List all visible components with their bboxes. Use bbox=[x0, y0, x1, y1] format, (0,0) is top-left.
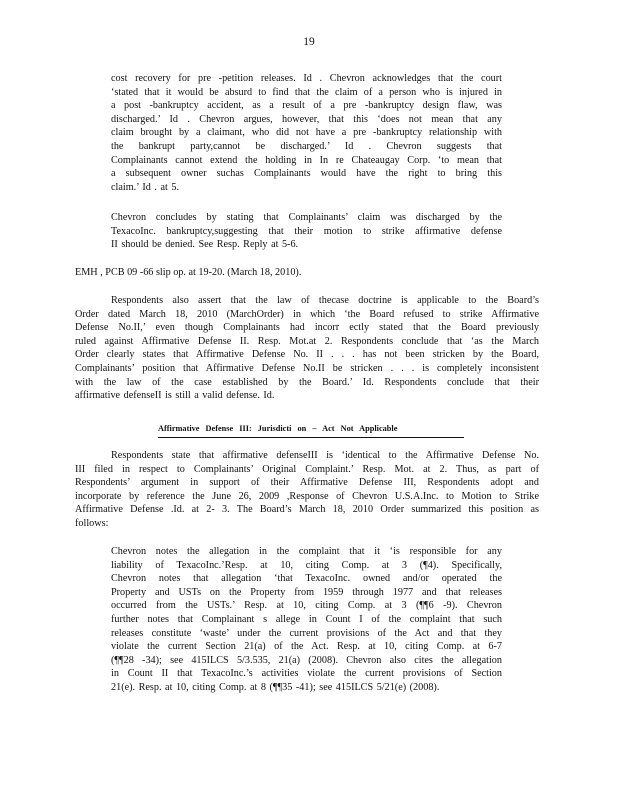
text-line: Chevron notes the allegation in the complaint that it ‘is responsible for any bbox=[111, 546, 502, 557]
text-line: claim brought by a claimant, who did not have a pre -bankruptcy relationship with bbox=[111, 127, 502, 139]
text-line: cost recovery for pre -petition releases. Id . Chevron acknowledges that the court bbox=[111, 73, 502, 84]
text-line: III filed in respect to Complainants’ Original Complaint.’ Resp. Mot. at 2. Thus, as part of bbox=[75, 463, 539, 475]
block-quote-2 bbox=[111, 211, 502, 252]
text-line: Chevron notes that allegation ‘that TexacoInc. owned and/or operated the bbox=[111, 573, 502, 585]
section-heading: Affirmative Defense III: Jurisdicti on – Act Not Applicable bbox=[158, 422, 464, 438]
text-line: Complainants’ position that Affirmative Defense No.II be stricken . . . is completely inconsistent bbox=[75, 362, 539, 374]
text-line: Affirmative Defense .Id. at 2- 3. The Board’s March 18, 2010 Order summarized this position as bbox=[75, 504, 539, 516]
text-line: discharged.’ Id . Chevron argues, however, that this ‘does not mean that any bbox=[111, 113, 502, 125]
text-line: in Count II that TexacoInc.’s activities violate the current provisions of Section bbox=[111, 668, 502, 680]
text-line: ruled against Affirmative Defense II. Resp. Mot.at 2. Respondents conclude that ‘as the March bbox=[75, 335, 539, 347]
case-citation: EMH , PCB 09 -66 slip op. at 19-20. (March 18, 2010). bbox=[75, 267, 302, 278]
text-line: Property and USTs on the Property from 1959 through 1977 and that releases bbox=[111, 586, 502, 598]
text-line: affirmative defenseII is still a valid defense. Id. bbox=[75, 390, 275, 402]
text-line: Respondents state that affirmative defenseIII is ‘identical to the Affirmative Defense No. bbox=[111, 450, 539, 461]
text-line: with the law of the case established by the Board.’ Id. Respondents conclude that their bbox=[75, 376, 539, 388]
block-quote-3 bbox=[111, 545, 502, 695]
text-line: further notes that Complainant s allege in Count I of the complaint that such bbox=[111, 613, 502, 625]
text-line: a post -bankruptcy accident, as a result of a pre -bankruptcy design flaw, was bbox=[111, 100, 502, 112]
text-line: claim.’ Id . at 5. bbox=[111, 181, 180, 193]
page-number: 19 bbox=[303, 36, 315, 48]
text-line: occurred from the USTs.’ Resp. at 10, citing Comp. at 3 (¶¶6 -9). Chevron bbox=[111, 600, 502, 612]
text-line: II should be denied. See Resp. Reply at 5-6. bbox=[111, 239, 299, 251]
block-quote-1 bbox=[111, 72, 502, 194]
text-line: a subsequent owner suchas Complainants would have the right to bring this bbox=[111, 168, 502, 180]
text-line: Respondents’ argument in support of their Affirmative Defense III, Respondents adopt and bbox=[75, 477, 539, 489]
text-line: Chevron concludes by stating that Complainants’ claim was discharged by the bbox=[111, 212, 502, 223]
text-line: 21(e). Resp. at 10, citing Comp. at 8 (¶¶35 -41); see 415ILCS 5/21(e) (2008). bbox=[111, 681, 440, 693]
text-line: TexacoInc. bankruptcy,suggesting that their motion to strike affirmative defense bbox=[111, 225, 502, 237]
text-line: releases constitute ‘waste’ under the current provisions of the Act and that they bbox=[111, 627, 502, 639]
text-line: Respondents also assert that the law of thecase doctrine is applicable to the Board’s bbox=[111, 295, 539, 306]
text-line: ‘stated that it would be absurd to find that the claim of a person who is injured in bbox=[111, 86, 502, 98]
text-line: Defense No.II,’ even though Complainants had incorr ectly stated that the Board previously bbox=[75, 322, 539, 334]
text-line: (¶¶28 -34); see 415ILCS 5/3.535, 21(a) (2008). Chevron also cites the allegation bbox=[111, 654, 502, 666]
paragraph-1 bbox=[75, 294, 539, 403]
text-line: Complainants cannot extend the holding in In re Chateaugay Corp. ‘to mean that bbox=[111, 154, 502, 166]
text-line: liability of TexacoInc.’Resp. at 10, citing Comp. at 3 (¶4). Specifically, bbox=[111, 559, 502, 571]
text-line: the bankrupt party,cannot be discharged.’ Id . Chevron suggests that bbox=[111, 140, 502, 152]
paragraph-2 bbox=[75, 449, 539, 531]
text-line: follows: bbox=[75, 517, 109, 529]
text-line: Order clearly states that Affirmative Defense No. II . . . has not been stricken by the Board, bbox=[75, 349, 539, 361]
text-line: Order dated March 18, 2010 (MarchOrder) in which ‘the Board refused to strike Affirmative bbox=[75, 308, 539, 320]
text-line: incorporate by reference the June 26, 2009 ,Response of Chevron U.S.A.Inc. to Motion to Strike bbox=[75, 490, 539, 502]
text-line: violate the current Section 21(a) of the Act. Resp. at 10, citing Comp. at 6-7 bbox=[111, 641, 502, 653]
